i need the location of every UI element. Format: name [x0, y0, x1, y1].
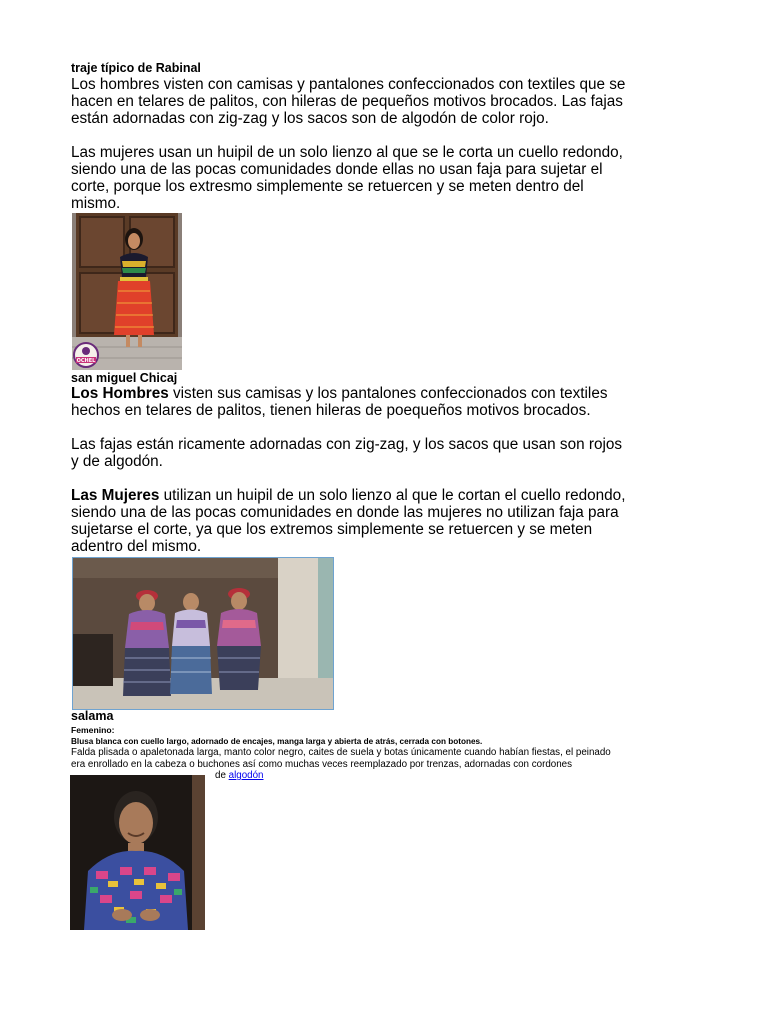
salama-blouse-line: Blusa blanca con cuello largo, adornado de encajes, manga larga y abierta de atrás, cerrada con botones. — [71, 737, 483, 746]
chicaj-men-text: visten sus camisas y los pantalones confeccionados con textiles hechos en telares de palitos, tienen hileras de poequeños motivos brocados. — [71, 385, 608, 419]
rabinal-photo — [72, 213, 182, 370]
chicaj-paragraph-women — [71, 488, 711, 556]
salama-heading: salama — [71, 709, 114, 723]
chicaj-photo-illustration — [73, 558, 333, 709]
rabinal-photo-illustration — [72, 213, 182, 370]
cotton-link[interactable]: algodón — [228, 770, 264, 781]
chicaj-photo — [72, 557, 334, 710]
chicaj-heading: san miguel Chicaj — [71, 371, 178, 385]
chicaj-men-lead: Los Hombres — [71, 385, 169, 402]
chicaj-women-text: utilizan un huipil de un solo lienzo al que le cortan el cuello redondo, siendo una de las pocas comunidades en donde las mujeres no utilizan faja para sujetarse el corte, ya que los extremos simplemente se retuercen y se meten adentro del mismo. — [71, 487, 626, 555]
salama-link-prefix: de — [215, 770, 229, 781]
rabinal-heading: traje típico de Rabinal — [71, 61, 201, 75]
salama-skirt-text: Falda plisada o apaletonada larga, manto color negro, caites de suela y botas únicamente cuando habían fiestas, el peinado era enrollado en la cabeza o buchones así como muchas veces reemplazado por trenzas, adornadas con cordones — [71, 747, 611, 770]
rabinal-paragraph-men: Los hombres visten con camisas y pantalones confeccionados con textiles que se hacen en telares de palitos, con hileras de pequeños motivos brocados. Las fajas están adornadas con zig-zag y los sacos son de algodón de color rojo. — [71, 76, 626, 127]
salama-link-line — [215, 770, 264, 782]
chicaj-paragraph-belts: Las fajas están ricamente adornadas con zig-zag, y los sacos que usan son rojos y de algodón. — [71, 436, 623, 470]
chicaj-women-lead: Las Mujeres — [71, 487, 160, 504]
chicaj-paragraph-men — [71, 386, 711, 420]
salama-subheading: Femenino: — [71, 725, 115, 735]
rabinal-paragraph-women: Las mujeres usan un huipil de un solo lienzo al que se le corta un cuello redondo, siendo una de las pocas comunidades donde ellas no usan faja para sujetar el corte, porque los extresmo simplemente se retuercen y se meten dentro del mismo. — [71, 144, 623, 212]
salama-photo — [70, 775, 205, 930]
salama-photo-illustration — [70, 775, 205, 930]
photo-badge-text: OCHEL — [76, 358, 96, 364]
